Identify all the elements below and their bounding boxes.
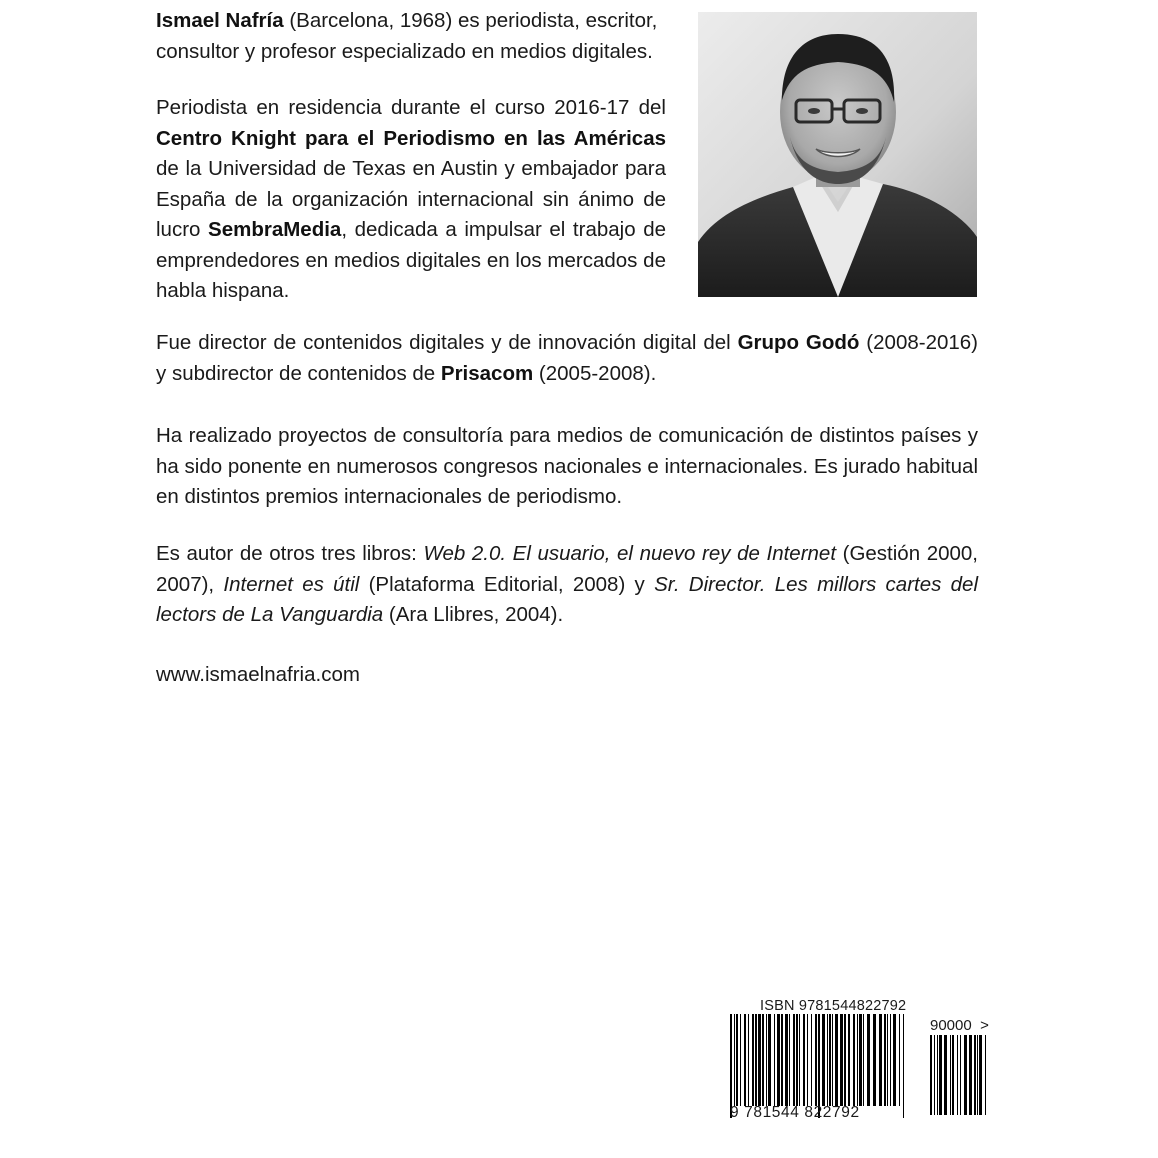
barcode-main-bars: [730, 1014, 920, 1118]
barcode-bar: [985, 1035, 986, 1115]
barcode-bar: [758, 1014, 761, 1106]
barcode-bar: [893, 1014, 896, 1106]
sembramedia-name: SembraMedia: [208, 218, 342, 241]
barcode-bar: [774, 1014, 775, 1106]
prisacom-name: Prisacom: [440, 361, 534, 385]
bio-books-text-4: (Ara Llibres, 2004).: [383, 603, 564, 626]
barcode-addon-bars: [930, 1035, 992, 1127]
bio-consulting: [156, 421, 978, 513]
barcode-bar: [818, 1014, 820, 1118]
bio-intro: [156, 6, 676, 67]
book-title-internet-es-util: Internet es útil: [223, 572, 360, 596]
barcode-bar: [952, 1035, 954, 1115]
barcode-bar: [736, 1014, 738, 1106]
barcode-bar: [781, 1014, 783, 1106]
barcode-bar: [873, 1014, 876, 1106]
isbn-label: ISBN 9781544822792: [760, 998, 907, 1014]
barcode-bar: [803, 1014, 805, 1106]
book-title-sr-director: Sr. Director. Les millors cartes del lectors de La Vanguardia: [156, 572, 979, 626]
barcode-bar: [944, 1035, 947, 1115]
bio-consulting-text: Ha realizado proyectos de consultoría para medios de comunicación de distintos países y ha sido ponente en numerosos congresos nacionales e internacionales. Es jurado habitual en distintos premios internacionales de periodismo.: [156, 424, 978, 508]
isbn-barcode: [730, 997, 1006, 1129]
barcode-bar: [822, 1014, 825, 1106]
barcode-bar: [964, 1035, 967, 1115]
barcode-bar: [835, 1014, 838, 1106]
bio-residency-text-3: , dedicada a impulsar el trabajo de emprendedores en medios digitales en los mercados de habla hispana.: [156, 218, 666, 302]
barcode-bar: [844, 1014, 846, 1106]
price-code: [930, 1017, 989, 1034]
barcode-bar: [730, 1014, 732, 1118]
bio-career-text-3: (2005-2008).: [533, 361, 657, 385]
barcode-bar: [799, 1014, 800, 1106]
barcode-bar: [827, 1014, 828, 1106]
barcode-bar: [793, 1014, 795, 1106]
barcode-bar: [903, 1014, 904, 1118]
barcode-bar: [939, 1035, 942, 1115]
author-portrait: [698, 12, 977, 297]
barcode-bar: [974, 1035, 976, 1115]
barcode-bar: [748, 1014, 749, 1106]
barcode-bar: [899, 1014, 900, 1106]
bio-career: [156, 328, 978, 389]
barcode-bar: [785, 1014, 788, 1106]
barcode-bar: [744, 1014, 746, 1106]
barcode-bar: [853, 1014, 855, 1106]
barcode-bar: [977, 1035, 978, 1115]
isbn-digits: 9 781544 822792: [730, 1104, 860, 1121]
barcode-bar: [755, 1014, 757, 1106]
barcode-bar: [879, 1014, 882, 1106]
barcode-bar: [890, 1014, 891, 1106]
barcode-bar: [957, 1035, 958, 1115]
barcode-bar: [796, 1014, 798, 1106]
grupo-godo-name: Grupo Godó: [737, 331, 860, 354]
barcode-bar: [857, 1014, 858, 1106]
knight-center-name: Centro Knight para el Periodismo en las Américas: [156, 126, 666, 150]
barcode-bar: [930, 1035, 932, 1115]
price-code-arrow: >: [980, 1017, 989, 1034]
author-website-link: www.ismaelnafria.com: [156, 663, 360, 686]
bio-intro-text: (Barcelona, 1968) es periodista, escritor, consultor y profesor especializado en medios digitales.: [156, 9, 658, 63]
author-website: [156, 660, 978, 691]
barcode-bar: [815, 1014, 817, 1106]
barcode-bar: [777, 1014, 780, 1106]
bio-books-text-1: Es autor de otros tres libros:: [156, 542, 424, 565]
barcode-bar: [863, 1014, 864, 1106]
barcode-bar: [937, 1035, 938, 1115]
book-title-web20: Web 2.0. El usuario, el nuevo rey de Internet: [423, 542, 837, 565]
barcode-bar: [934, 1035, 935, 1115]
bio-residency-text-1: Periodista en residencia durante el curso 2016-17 del: [156, 96, 666, 119]
author-name: Ismael Nafría: [156, 9, 284, 32]
bio-residency-text-2: de la Universidad de Texas en Austin y embajador para España de la organización internacional sin ánimo de lucro: [156, 157, 666, 241]
barcode-bar: [840, 1014, 843, 1106]
barcode-bar: [740, 1014, 741, 1106]
barcode-bar: [811, 1014, 812, 1106]
barcode-bar: [789, 1014, 790, 1106]
barcode-bar: [867, 1014, 870, 1106]
bio-career-text-2: (2008-2016) y subdirector de contenidos de: [156, 331, 978, 385]
barcode-bar: [752, 1014, 754, 1106]
barcode-bar: [950, 1035, 951, 1115]
author-portrait-drawing: [698, 12, 977, 297]
price-code-digits: 90000: [930, 1017, 972, 1034]
barcode-bar: [979, 1035, 982, 1115]
barcode-bar: [859, 1014, 862, 1106]
barcode-bar: [768, 1014, 771, 1106]
barcode-bar: [807, 1014, 808, 1106]
bio-career-text-1: Fue director de contenidos digitales y de innovación digital del: [156, 331, 738, 354]
barcode-bar: [832, 1014, 833, 1106]
barcode-bar: [960, 1035, 961, 1115]
barcode-bar: [762, 1014, 764, 1106]
barcode-bar: [887, 1014, 888, 1106]
bio-books: [156, 539, 978, 631]
barcode-bar: [734, 1014, 735, 1106]
bio-books-text-2: (Gestión 2000, 2007),: [156, 542, 979, 596]
barcode-bar: [884, 1014, 886, 1106]
bio-books-text-3: (Plataforma Editorial, 2008) y: [359, 572, 655, 596]
barcode-bar: [969, 1035, 972, 1115]
bio-residency: [156, 93, 666, 307]
barcode-bar: [848, 1014, 850, 1106]
barcode-bar: [766, 1014, 767, 1106]
barcode-bar: [829, 1014, 831, 1106]
